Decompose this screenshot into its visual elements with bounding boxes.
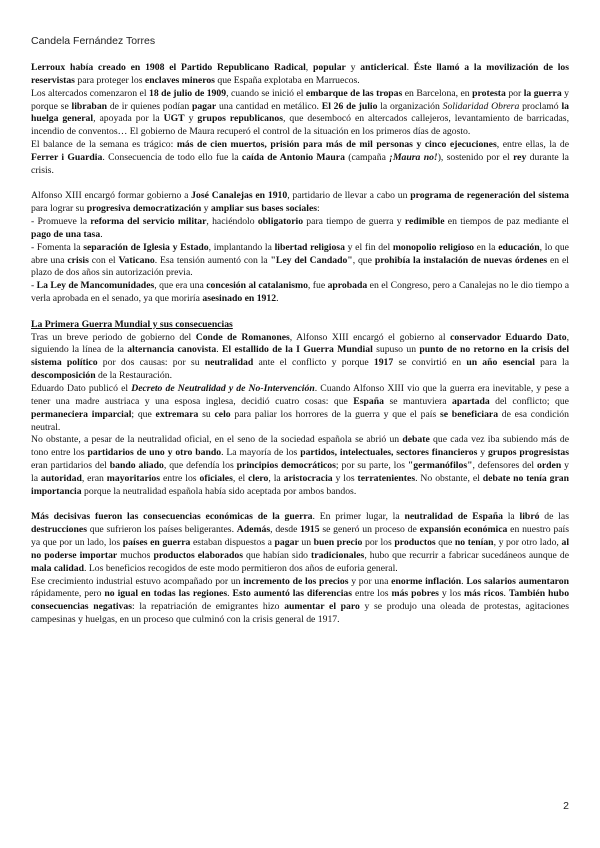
text-run: . (216, 344, 222, 356)
text-run: para tiempo de guerra y (303, 216, 405, 228)
text-run: terratenientes (357, 472, 416, 484)
text-run: separación de Iglesia y Estado (83, 241, 209, 253)
text-run: que habían sido (242, 549, 312, 561)
text-run: productos elaborados (153, 549, 243, 561)
para-lerroux (31, 62, 569, 88)
text-run: ; que (131, 408, 156, 420)
text-run: durante la crisis. (31, 151, 569, 176)
text-run: más pobres (391, 588, 439, 600)
text-run: . Cuando Alfonso XIII vio que la guerra era inevitable, y pese a tener una madre austriaca y una esposa inglesa, decidió cuatro cosas: que (31, 383, 570, 407)
text-run: Los salarios aumentaron (466, 575, 570, 587)
para-debate (31, 434, 569, 498)
text-run: y la (31, 460, 569, 484)
text-run: Ferrer i Guardia (31, 151, 103, 163)
text-run: "germanófilos" (407, 460, 473, 472)
text-run: neutralidad (204, 357, 254, 369)
text-run: obligatorio (257, 216, 304, 228)
text-run: 1917 (373, 357, 394, 369)
text-run: , que desembocó en altercados callejeros, levantamiento de barricadas, incendio de conventos… El gobierno de Maura recuperó el control de la situación en los primeros días de agosto. (31, 113, 569, 138)
text-run: 1915 (300, 524, 320, 536)
text-run: aprobada (327, 280, 368, 292)
text-run: El 26 de julio (321, 100, 378, 112)
text-run: , hubo que recurrir a fabricar sucedáneos aunque de (364, 549, 570, 561)
text-run: - Fomenta la (31, 241, 84, 253)
text-run: apartada (452, 395, 490, 407)
text-run: clero (248, 472, 269, 484)
item-servicio-militar (31, 216, 569, 242)
text-run: popular (313, 62, 346, 73)
text-run: y por una (348, 575, 392, 587)
text-run: España (353, 395, 384, 407)
text-run: para paliar los horrores de la guerra y que el país (230, 408, 440, 420)
text-run: por los (362, 537, 395, 549)
text-run: Alfonso XIII encargó formar gobierno a (31, 190, 192, 202)
text-run: concesión al catalanismo (206, 280, 308, 292)
text-run: punto de no retorno en la crisis del sistema político (31, 344, 570, 369)
text-run: crisis (67, 254, 89, 266)
text-run: la organización (377, 100, 443, 112)
text-run: en la (473, 241, 499, 253)
text-run: aumentar el paro (284, 601, 360, 613)
text-run: mayoritarios (106, 472, 161, 484)
text-run: celo (214, 408, 231, 420)
text-run: debate no tenía gran importancia (31, 472, 570, 497)
text-run: un (298, 537, 314, 549)
text-run: programa de regeneración del sistema (410, 190, 569, 202)
text-run: . En primer lugar, la (312, 511, 405, 523)
text-run: Decreto de Neutralidad y de No-Intervención (131, 383, 315, 394)
text-run: muchos (117, 549, 154, 561)
text-run: y (345, 62, 361, 73)
text-run: incremento de los precios (243, 575, 349, 587)
text-run: por dos causas: por su (97, 357, 205, 369)
text-run: protesta (472, 87, 506, 99)
text-run: enorme inflación (391, 575, 462, 587)
text-run: . No obstante, el (415, 472, 483, 484)
text-run: principios democráticos (236, 460, 336, 472)
text-run: en tiempos de paz mediante el (444, 216, 569, 228)
text-run: , defensores del (472, 460, 537, 472)
text-run: prohibía la instalación de nuevas órdenes (374, 254, 548, 266)
text-run: , Alfonso XIII encargó el gobierno al (289, 331, 451, 343)
text-run: tradicionales (311, 549, 365, 561)
text-run: un año esencial (466, 357, 535, 369)
text-run: expansión económica (419, 524, 508, 536)
text-run: eran partidarios del (31, 460, 110, 472)
text-run: en Barcelona, en (402, 87, 473, 99)
text-run: supuso un (372, 344, 420, 356)
text-run: en el Congreso, pero a Canalejas no le dio tiempo a verla aprobada en el senado, ya que moriría (31, 280, 570, 305)
text-run: Solidaridad Obrera (442, 100, 520, 112)
text-run: se beneficiara (440, 408, 499, 420)
text-run: aristocracia (283, 472, 333, 484)
text-run: Esto aumentó las diferencias (232, 588, 353, 600)
para-balance (31, 139, 569, 178)
text-run: que (435, 537, 455, 549)
text-run: Los altercados comenzaron el (31, 87, 149, 99)
text-run: y (201, 203, 211, 215)
text-run: se convirtió en (393, 357, 467, 369)
text-run: . (406, 62, 414, 73)
text-run: que cada vez iba subiendo más de tono entre los (31, 434, 569, 459)
text-run: países en guerra (122, 537, 191, 549)
text-run: Conde de Romanones (195, 331, 290, 343)
section-heading (31, 319, 569, 332)
text-run: partidos, intelectuales, sectores financieros (300, 447, 478, 459)
item-mancomunidades (31, 280, 569, 306)
text-run: No obstante, a pesar de la neutralidad oficial, en el seno de la sociedad española se abrió un (31, 434, 403, 446)
text-run: libraban (71, 100, 108, 112)
para-altercados (31, 88, 569, 139)
text-run: ante el conflicto y porque (253, 357, 374, 369)
text-run: y el fin del (344, 241, 393, 253)
text-run: en el plazo de dos años sin autorización previa. (31, 254, 569, 279)
text-run: , desde (270, 524, 301, 536)
text-run: . (276, 293, 279, 305)
text-run: , el (232, 472, 249, 484)
author-name: Candela Fernández Torres (31, 35, 156, 47)
para-decreto (31, 383, 569, 434)
para-dato (31, 332, 569, 383)
text-run: pagar (274, 537, 299, 549)
text-run: ampliar sus bases sociales (210, 203, 318, 215)
text-run: monopolio religioso (392, 241, 474, 253)
text-run: , cuando se inició el (226, 87, 306, 99)
text-run: y porque se (31, 87, 569, 112)
text-run: . Los beneficios recogidos de este modo permitieron dos años de euforia general. (84, 562, 398, 574)
text-run: no igual en todas las regiones (104, 588, 228, 600)
text-run: , lo que abre una (31, 241, 569, 266)
text-run: , apoyada por la (93, 113, 164, 125)
text-run: libró (519, 511, 540, 523)
text-run: que sufrieron los países beligerantes. (86, 524, 237, 536)
text-run: progresiva democratización (86, 203, 202, 215)
text-run: . (100, 228, 103, 240)
text-run: entre los (352, 588, 392, 600)
text-run: ¡Maura no! (389, 151, 438, 163)
text-run: educación (498, 241, 540, 253)
text-run: grupos republicanos (197, 113, 284, 125)
text-run: La Primera Guerra Mundial y sus consecuencias (31, 318, 233, 330)
text-run: grupos progresistas (487, 447, 570, 459)
para-canalejas (31, 190, 569, 216)
text-run: se generó un proceso de (319, 524, 420, 536)
text-run: enclaves mineros (144, 74, 215, 86)
text-run: ), sostenido por el (437, 151, 514, 163)
text-run: Lerroux había creado en 1908 el Partido Republicano Radical (31, 62, 306, 73)
text-run: . La mayoría de los (221, 447, 301, 459)
text-run: la (502, 511, 520, 523)
text-run: no tenían (454, 537, 494, 549)
text-run: debate (402, 434, 430, 446)
text-run: pago de una tasa (31, 228, 101, 240)
text-run: . Esa tensión aumentó con la (154, 254, 271, 266)
text-run: de las (539, 511, 569, 523)
text-run: más ricos (463, 588, 504, 600)
text-run: neutralidad de España (404, 511, 503, 523)
text-run: , partidario de llevar a cabo un (287, 190, 411, 202)
text-run: pagar (191, 100, 217, 112)
text-run: , implantando la (208, 241, 275, 253)
page-number: 2 (563, 800, 569, 812)
text-run: en nuestro país ya que por un lado, los (31, 524, 569, 549)
text-run: productos (394, 537, 436, 549)
text-run: más de cien muertos, prisión para más de mil personas y cinco ejecuciones (176, 139, 497, 151)
text-run: buen precio (313, 537, 363, 549)
text-run: para la (534, 357, 569, 369)
text-run: una cantidad en metálico. (216, 100, 322, 112)
text-run: Más decisivas fueron las consecuencias económicas de la guerra (31, 511, 313, 523)
text-run: , y por otro lado, (493, 537, 562, 549)
text-run: , fue (307, 280, 328, 292)
text-run: caída de Antonio Maura (241, 151, 345, 163)
text-run: anticlerical (360, 62, 407, 73)
text-run: (campaña (344, 151, 390, 163)
text-run: al no poderse importar (31, 537, 570, 561)
text-run: que España explotaba en Marruecos. (214, 74, 360, 86)
text-run: También hubo consecuencias negativas (31, 588, 570, 613)
text-run: reforma del servicio militar (90, 216, 207, 228)
text-run: mala calidad (31, 562, 85, 574)
text-run: de la Restauración. (95, 370, 172, 382)
text-run: proclamó (519, 100, 562, 112)
text-run: de esa condición neutral. (31, 408, 569, 433)
text-run: Tras un breve periodo de gobierno del (31, 331, 196, 343)
text-run: alternancia canovista (127, 344, 217, 356)
text-run: entre los (160, 472, 200, 484)
text-run: bando aliado (109, 460, 164, 472)
text-run: Éste llamó a la movilización de los reservistas (31, 62, 570, 86)
text-run: su (198, 408, 215, 420)
text-run: del conflicto; que (489, 395, 569, 407)
text-run: orden (537, 460, 562, 472)
para-crecimiento (31, 576, 569, 627)
text-run: por (505, 87, 524, 99)
text-run: la huelga general (31, 100, 569, 125)
text-run: - (31, 280, 37, 292)
text-run: se mantuviera (384, 395, 452, 407)
text-run: autoridad (40, 472, 82, 484)
text-run: y (184, 113, 198, 125)
text-run: de ir quienes podían (107, 100, 192, 112)
text-run: 18 de julio de 1909 (148, 87, 227, 99)
text-run: , que (352, 254, 375, 266)
text-run: rey (513, 151, 527, 163)
text-run: La Ley de Mancomunidades (36, 280, 155, 292)
text-run: . (461, 575, 467, 587)
text-run: ; por su parte, los (335, 460, 408, 472)
text-run: . Consecuencia de todo ello fue la (102, 151, 242, 163)
text-run: Vaticano (118, 254, 155, 266)
text-run: y los (438, 588, 464, 600)
text-run: estaban dispuestos a (190, 537, 275, 549)
text-run: asesinado en 1912 (202, 293, 277, 305)
text-run: destrucciones (31, 524, 87, 536)
text-run: y se produjo una oleada de protestas, agitaciones campesinas y huelgas, en un proceso que culminó con la crisis general de 1917. (31, 601, 569, 626)
item-iglesia-estado (31, 242, 569, 281)
text-run: . (227, 588, 233, 600)
text-run: - Promueve la (31, 216, 91, 228)
text-run: con el (88, 254, 119, 266)
text-run: para lograr su (31, 203, 87, 215)
document-body (31, 62, 569, 627)
text-run: "Ley del Candado" (270, 254, 353, 266)
text-run: El balance de la semana es trágico: (31, 139, 177, 151)
text-run: , eran (81, 472, 107, 484)
text-run: , que defendía los (163, 460, 237, 472)
text-run: oficiales (199, 472, 233, 484)
text-run: , entre ellas, la de (496, 139, 570, 151)
para-economicas (31, 511, 569, 575)
text-run: , la (268, 472, 284, 484)
text-run: descomposición (31, 370, 96, 382)
text-run: permaneciera imparcial (31, 408, 132, 420)
text-run: conservador Eduardo Dato (450, 331, 567, 343)
text-run: UGT (163, 113, 185, 125)
text-run: : la repatriación de emigrantes hizo (132, 601, 285, 613)
text-run: y los (332, 472, 358, 484)
text-run: Ese crecimiento industrial estuvo acompañado por un (31, 575, 244, 587)
text-run: y (477, 447, 488, 459)
text-run: partidarios de uno y otro bando (87, 447, 222, 459)
text-run: embarque de las tropas (305, 87, 403, 99)
text-run: , haciéndolo (206, 216, 258, 228)
text-run: redimible (404, 216, 445, 228)
text-run: libertad religiosa (274, 241, 345, 253)
text-run: . (503, 588, 509, 600)
text-run: rápidamente, pero (31, 588, 105, 600)
text-run: El estallido de la I Guerra Mundial (221, 344, 373, 356)
text-run: , siguiendo la línea de la (31, 331, 569, 356)
text-run: la guerra (523, 87, 562, 99)
text-run: : (317, 203, 320, 215)
text-run: extremara (155, 408, 199, 420)
text-run: para proteger los (74, 74, 145, 86)
text-run: Además (236, 524, 271, 536)
text-run: , (305, 62, 314, 73)
text-run: Eduardo Dato publicó el (31, 383, 132, 394)
text-run: porque la neutralidad española había sido aceptada por ambos bandos. (81, 485, 357, 497)
text-run: , que era una (154, 280, 207, 292)
text-run: José Canalejas en 1910 (191, 190, 288, 202)
